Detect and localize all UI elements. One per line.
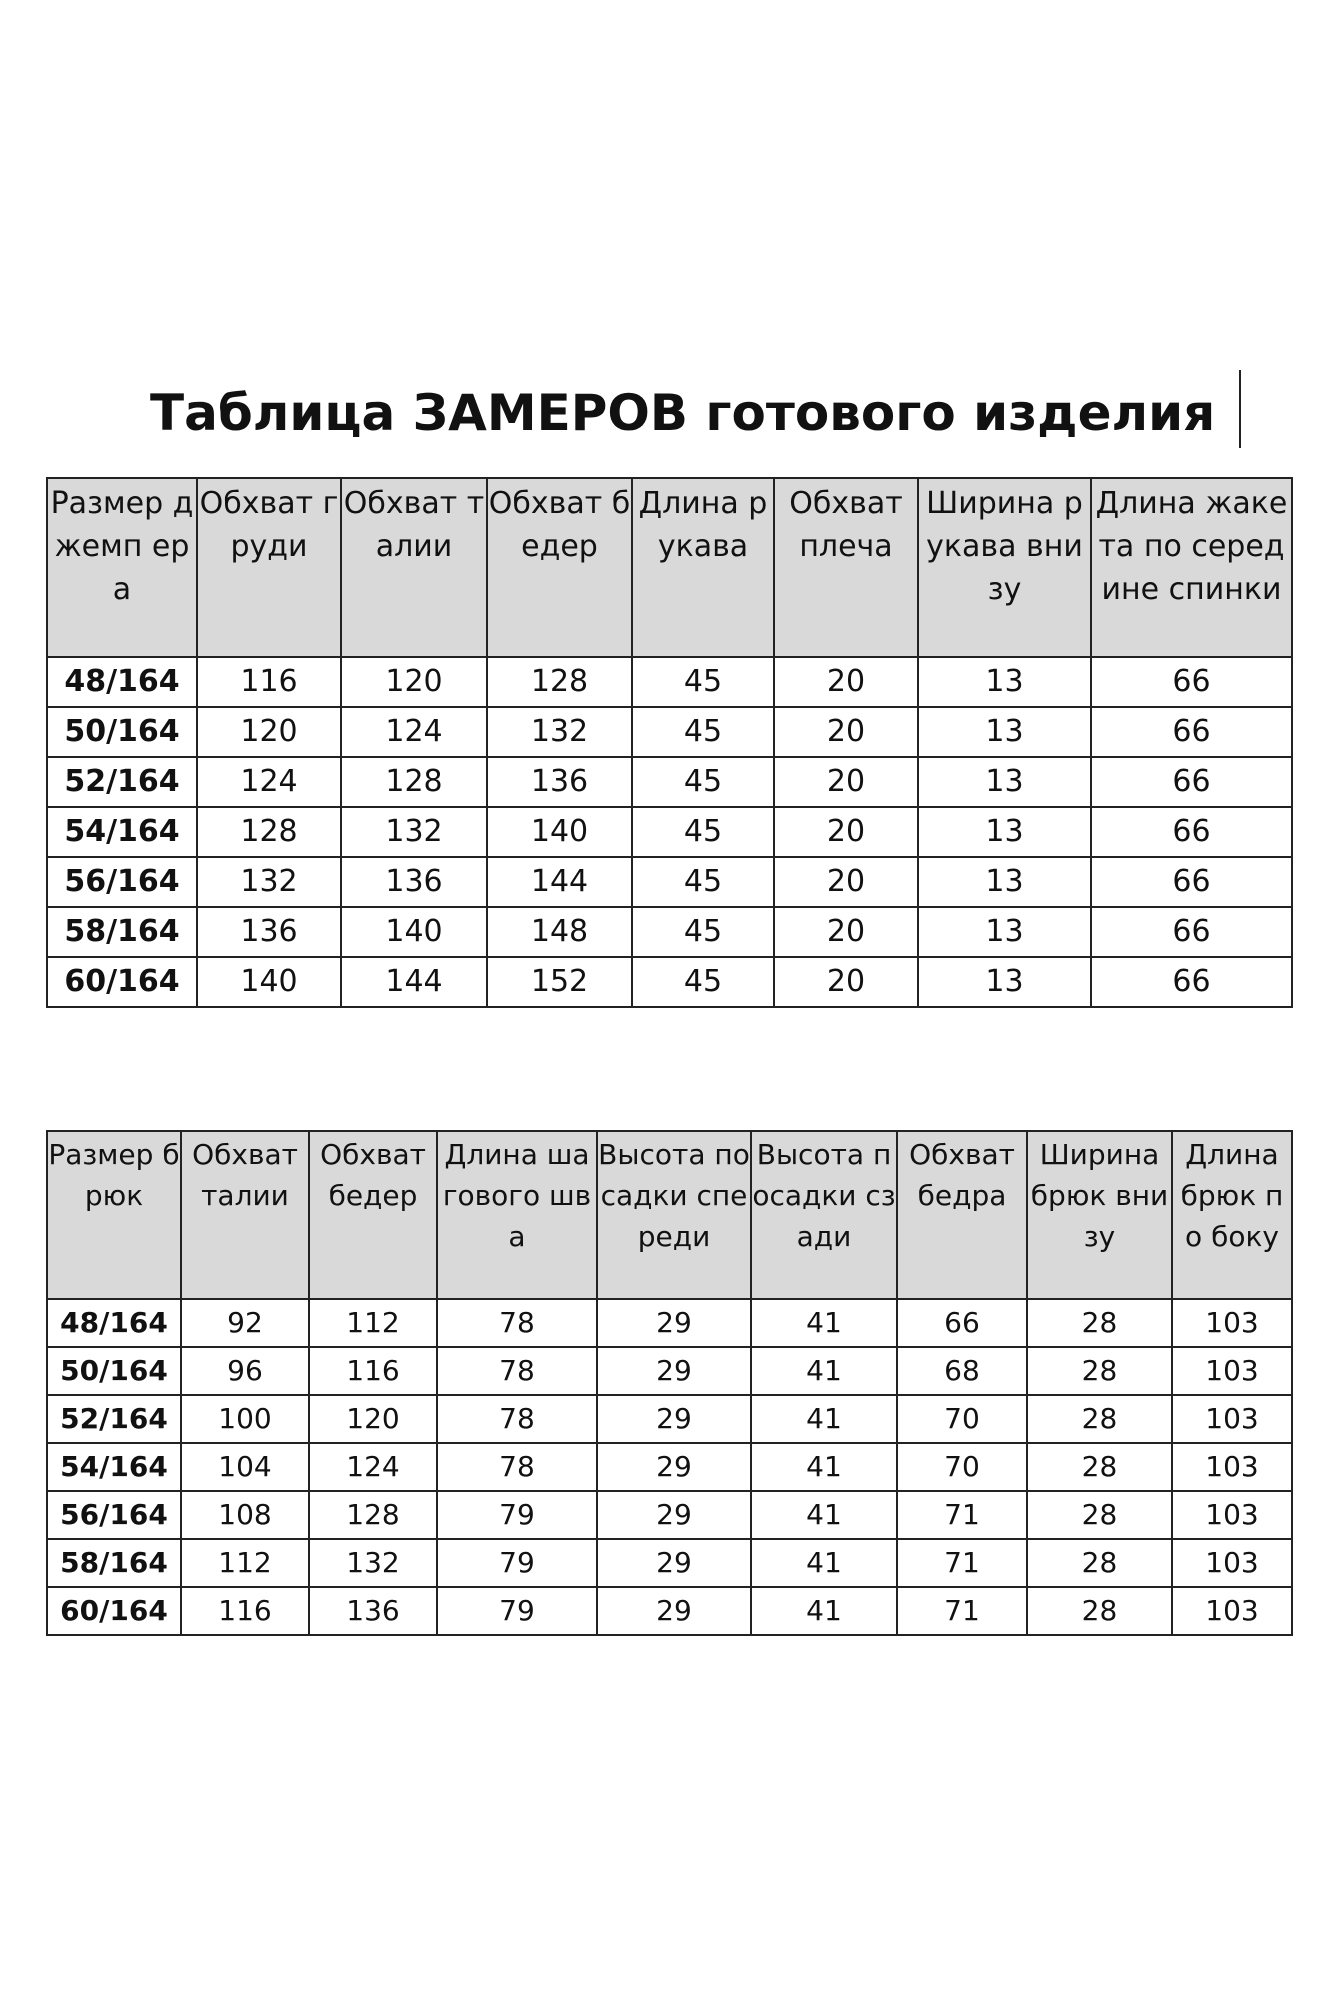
- pants-size-table: [46, 1130, 1293, 1636]
- table-cell: 66: [897, 1299, 1027, 1347]
- table-cell: 79: [437, 1491, 597, 1539]
- size-cell: 54/164: [47, 1443, 181, 1491]
- table-cell: 45: [632, 807, 774, 857]
- table-cell: 41: [751, 1443, 897, 1491]
- table-cell: 148: [487, 907, 632, 957]
- table-cell: 28: [1027, 1539, 1172, 1587]
- table-cell: 66: [1091, 907, 1292, 957]
- column-header: Длина жакета по середине спинки: [1091, 478, 1292, 657]
- table-cell: 103: [1172, 1587, 1292, 1635]
- table-cell: 28: [1027, 1491, 1172, 1539]
- table-cell: 124: [341, 707, 487, 757]
- column-header: Обхват бедер: [487, 478, 632, 657]
- table-cell: 132: [197, 857, 341, 907]
- size-cell: 56/164: [47, 857, 197, 907]
- table-cell: 103: [1172, 1299, 1292, 1347]
- table-row: [47, 807, 1292, 857]
- size-cell: 48/164: [47, 657, 197, 707]
- size-cell: 52/164: [47, 757, 197, 807]
- table-cell: 28: [1027, 1587, 1172, 1635]
- table-cell: 103: [1172, 1443, 1292, 1491]
- table-cell: 13: [918, 857, 1091, 907]
- table-cell: 140: [197, 957, 341, 1007]
- column-header: Обхват талии: [181, 1131, 309, 1299]
- size-cell: 50/164: [47, 707, 197, 757]
- table-cell: 28: [1027, 1347, 1172, 1395]
- column-header: Длина шагового шва: [437, 1131, 597, 1299]
- column-header: Ширина брюк внизу: [1027, 1131, 1172, 1299]
- table-cell: 66: [1091, 657, 1292, 707]
- table-cell: 66: [1091, 757, 1292, 807]
- table-cell: 71: [897, 1491, 1027, 1539]
- table-cell: 116: [309, 1347, 437, 1395]
- table-cell: 66: [1091, 707, 1292, 757]
- jumper-size-table: [46, 477, 1293, 1008]
- table-row: [47, 657, 1292, 707]
- table-cell: 41: [751, 1299, 897, 1347]
- table-cell: 116: [181, 1587, 309, 1635]
- table-cell: 68: [897, 1347, 1027, 1395]
- table-cell: 70: [897, 1395, 1027, 1443]
- column-header: Обхват плеча: [774, 478, 918, 657]
- table-cell: 28: [1027, 1443, 1172, 1491]
- table-cell: 128: [487, 657, 632, 707]
- table-row: [47, 1443, 1292, 1491]
- table-cell: 41: [751, 1491, 897, 1539]
- table-cell: 120: [341, 657, 487, 707]
- table-cell: 20: [774, 707, 918, 757]
- table-cell: 79: [437, 1539, 597, 1587]
- table-cell: 45: [632, 757, 774, 807]
- table-cell: 13: [918, 907, 1091, 957]
- table-cell: 128: [309, 1491, 437, 1539]
- table-cell: 66: [1091, 857, 1292, 907]
- table-cell: 116: [197, 657, 341, 707]
- size-cell: 56/164: [47, 1491, 181, 1539]
- table-cell: 70: [897, 1443, 1027, 1491]
- table-cell: 128: [197, 807, 341, 857]
- table-cell: 132: [487, 707, 632, 757]
- table-cell: 112: [309, 1299, 437, 1347]
- table-cell: 71: [897, 1539, 1027, 1587]
- table-cell: 41: [751, 1395, 897, 1443]
- column-header: Высота посадки спереди: [597, 1131, 751, 1299]
- table-cell: 78: [437, 1347, 597, 1395]
- table-header-row: [47, 478, 1292, 657]
- page-title: Таблица ЗАМЕРОВ готового изделия: [150, 384, 1216, 442]
- column-header: Обхват бедра: [897, 1131, 1027, 1299]
- table-cell: 13: [918, 757, 1091, 807]
- table-header-row: [47, 1131, 1292, 1299]
- table-cell: 112: [181, 1539, 309, 1587]
- table-cell: 108: [181, 1491, 309, 1539]
- table-cell: 13: [918, 657, 1091, 707]
- table-cell: 29: [597, 1587, 751, 1635]
- table-cell: 20: [774, 757, 918, 807]
- table-cell: 103: [1172, 1491, 1292, 1539]
- table-cell: 66: [1091, 957, 1292, 1007]
- table-cell: 28: [1027, 1299, 1172, 1347]
- size-cell: 48/164: [47, 1299, 181, 1347]
- table-row: [47, 1491, 1292, 1539]
- table-cell: 29: [597, 1347, 751, 1395]
- table-cell: 92: [181, 1299, 309, 1347]
- size-cell: 60/164: [47, 957, 197, 1007]
- table-row: [47, 707, 1292, 757]
- column-header: Размер джемп ера: [47, 478, 197, 657]
- table-row: [47, 857, 1292, 907]
- table-row: [47, 1539, 1292, 1587]
- size-cell: 58/164: [47, 907, 197, 957]
- table-cell: 45: [632, 957, 774, 1007]
- table-cell: 41: [751, 1347, 897, 1395]
- table-cell: 29: [597, 1443, 751, 1491]
- table-row: [47, 957, 1292, 1007]
- table-row: [47, 1395, 1292, 1443]
- table-cell: 132: [341, 807, 487, 857]
- table-cell: 13: [918, 807, 1091, 857]
- table-cell: 45: [632, 657, 774, 707]
- table-cell: 71: [897, 1587, 1027, 1635]
- table-cell: 79: [437, 1587, 597, 1635]
- table-cell: 144: [487, 857, 632, 907]
- table-cell: 28: [1027, 1395, 1172, 1443]
- table-cell: 20: [774, 907, 918, 957]
- size-cell: 58/164: [47, 1539, 181, 1587]
- table-cell: 100: [181, 1395, 309, 1443]
- table-row: [47, 1347, 1292, 1395]
- table-cell: 13: [918, 707, 1091, 757]
- table-cell: 104: [181, 1443, 309, 1491]
- table-cell: 41: [751, 1587, 897, 1635]
- table-cell: 120: [197, 707, 341, 757]
- table-cell: 140: [341, 907, 487, 957]
- table-cell: 124: [197, 757, 341, 807]
- column-header: Обхват талии: [341, 478, 487, 657]
- size-cell: 50/164: [47, 1347, 181, 1395]
- table-cell: 96: [181, 1347, 309, 1395]
- column-header: Длина брюк по боку: [1172, 1131, 1292, 1299]
- table-cell: 66: [1091, 807, 1292, 857]
- table-cell: 78: [437, 1443, 597, 1491]
- table-row: [47, 757, 1292, 807]
- table-cell: 45: [632, 907, 774, 957]
- table-cell: 136: [309, 1587, 437, 1635]
- table-cell: 29: [597, 1395, 751, 1443]
- table-cell: 136: [197, 907, 341, 957]
- table-cell: 103: [1172, 1347, 1292, 1395]
- table-cell: 132: [309, 1539, 437, 1587]
- table-cell: 78: [437, 1299, 597, 1347]
- column-header: Размер брюк: [47, 1131, 181, 1299]
- table-cell: 78: [437, 1395, 597, 1443]
- table-cell: 29: [597, 1491, 751, 1539]
- table-cell: 128: [341, 757, 487, 807]
- table-cell: 20: [774, 857, 918, 907]
- table-cell: 29: [597, 1299, 751, 1347]
- size-cell: 60/164: [47, 1587, 181, 1635]
- column-header: Длина рукава: [632, 478, 774, 657]
- table-cell: 103: [1172, 1395, 1292, 1443]
- table-cell: 20: [774, 657, 918, 707]
- table-row: [47, 907, 1292, 957]
- table-row: [47, 1299, 1292, 1347]
- size-cell: 52/164: [47, 1395, 181, 1443]
- table-cell: 20: [774, 807, 918, 857]
- table-cell: 144: [341, 957, 487, 1007]
- column-header: Обхват груди: [197, 478, 341, 657]
- table-cell: 152: [487, 957, 632, 1007]
- table-cell: 41: [751, 1539, 897, 1587]
- table-cell: 140: [487, 807, 632, 857]
- column-header: Обхват бедер: [309, 1131, 437, 1299]
- table-cell: 20: [774, 957, 918, 1007]
- table-cell: 29: [597, 1539, 751, 1587]
- column-header: Ширина рукава внизу: [918, 478, 1091, 657]
- table-row: [47, 1587, 1292, 1635]
- table-cell: 136: [341, 857, 487, 907]
- column-header: Высота посадки сзади: [751, 1131, 897, 1299]
- size-cell: 54/164: [47, 807, 197, 857]
- table-cell: 124: [309, 1443, 437, 1491]
- table-cell: 45: [632, 707, 774, 757]
- table-cell: 13: [918, 957, 1091, 1007]
- table-cell: 136: [487, 757, 632, 807]
- text-cursor: [1239, 370, 1241, 448]
- table-cell: 103: [1172, 1539, 1292, 1587]
- table-cell: 45: [632, 857, 774, 907]
- table-cell: 120: [309, 1395, 437, 1443]
